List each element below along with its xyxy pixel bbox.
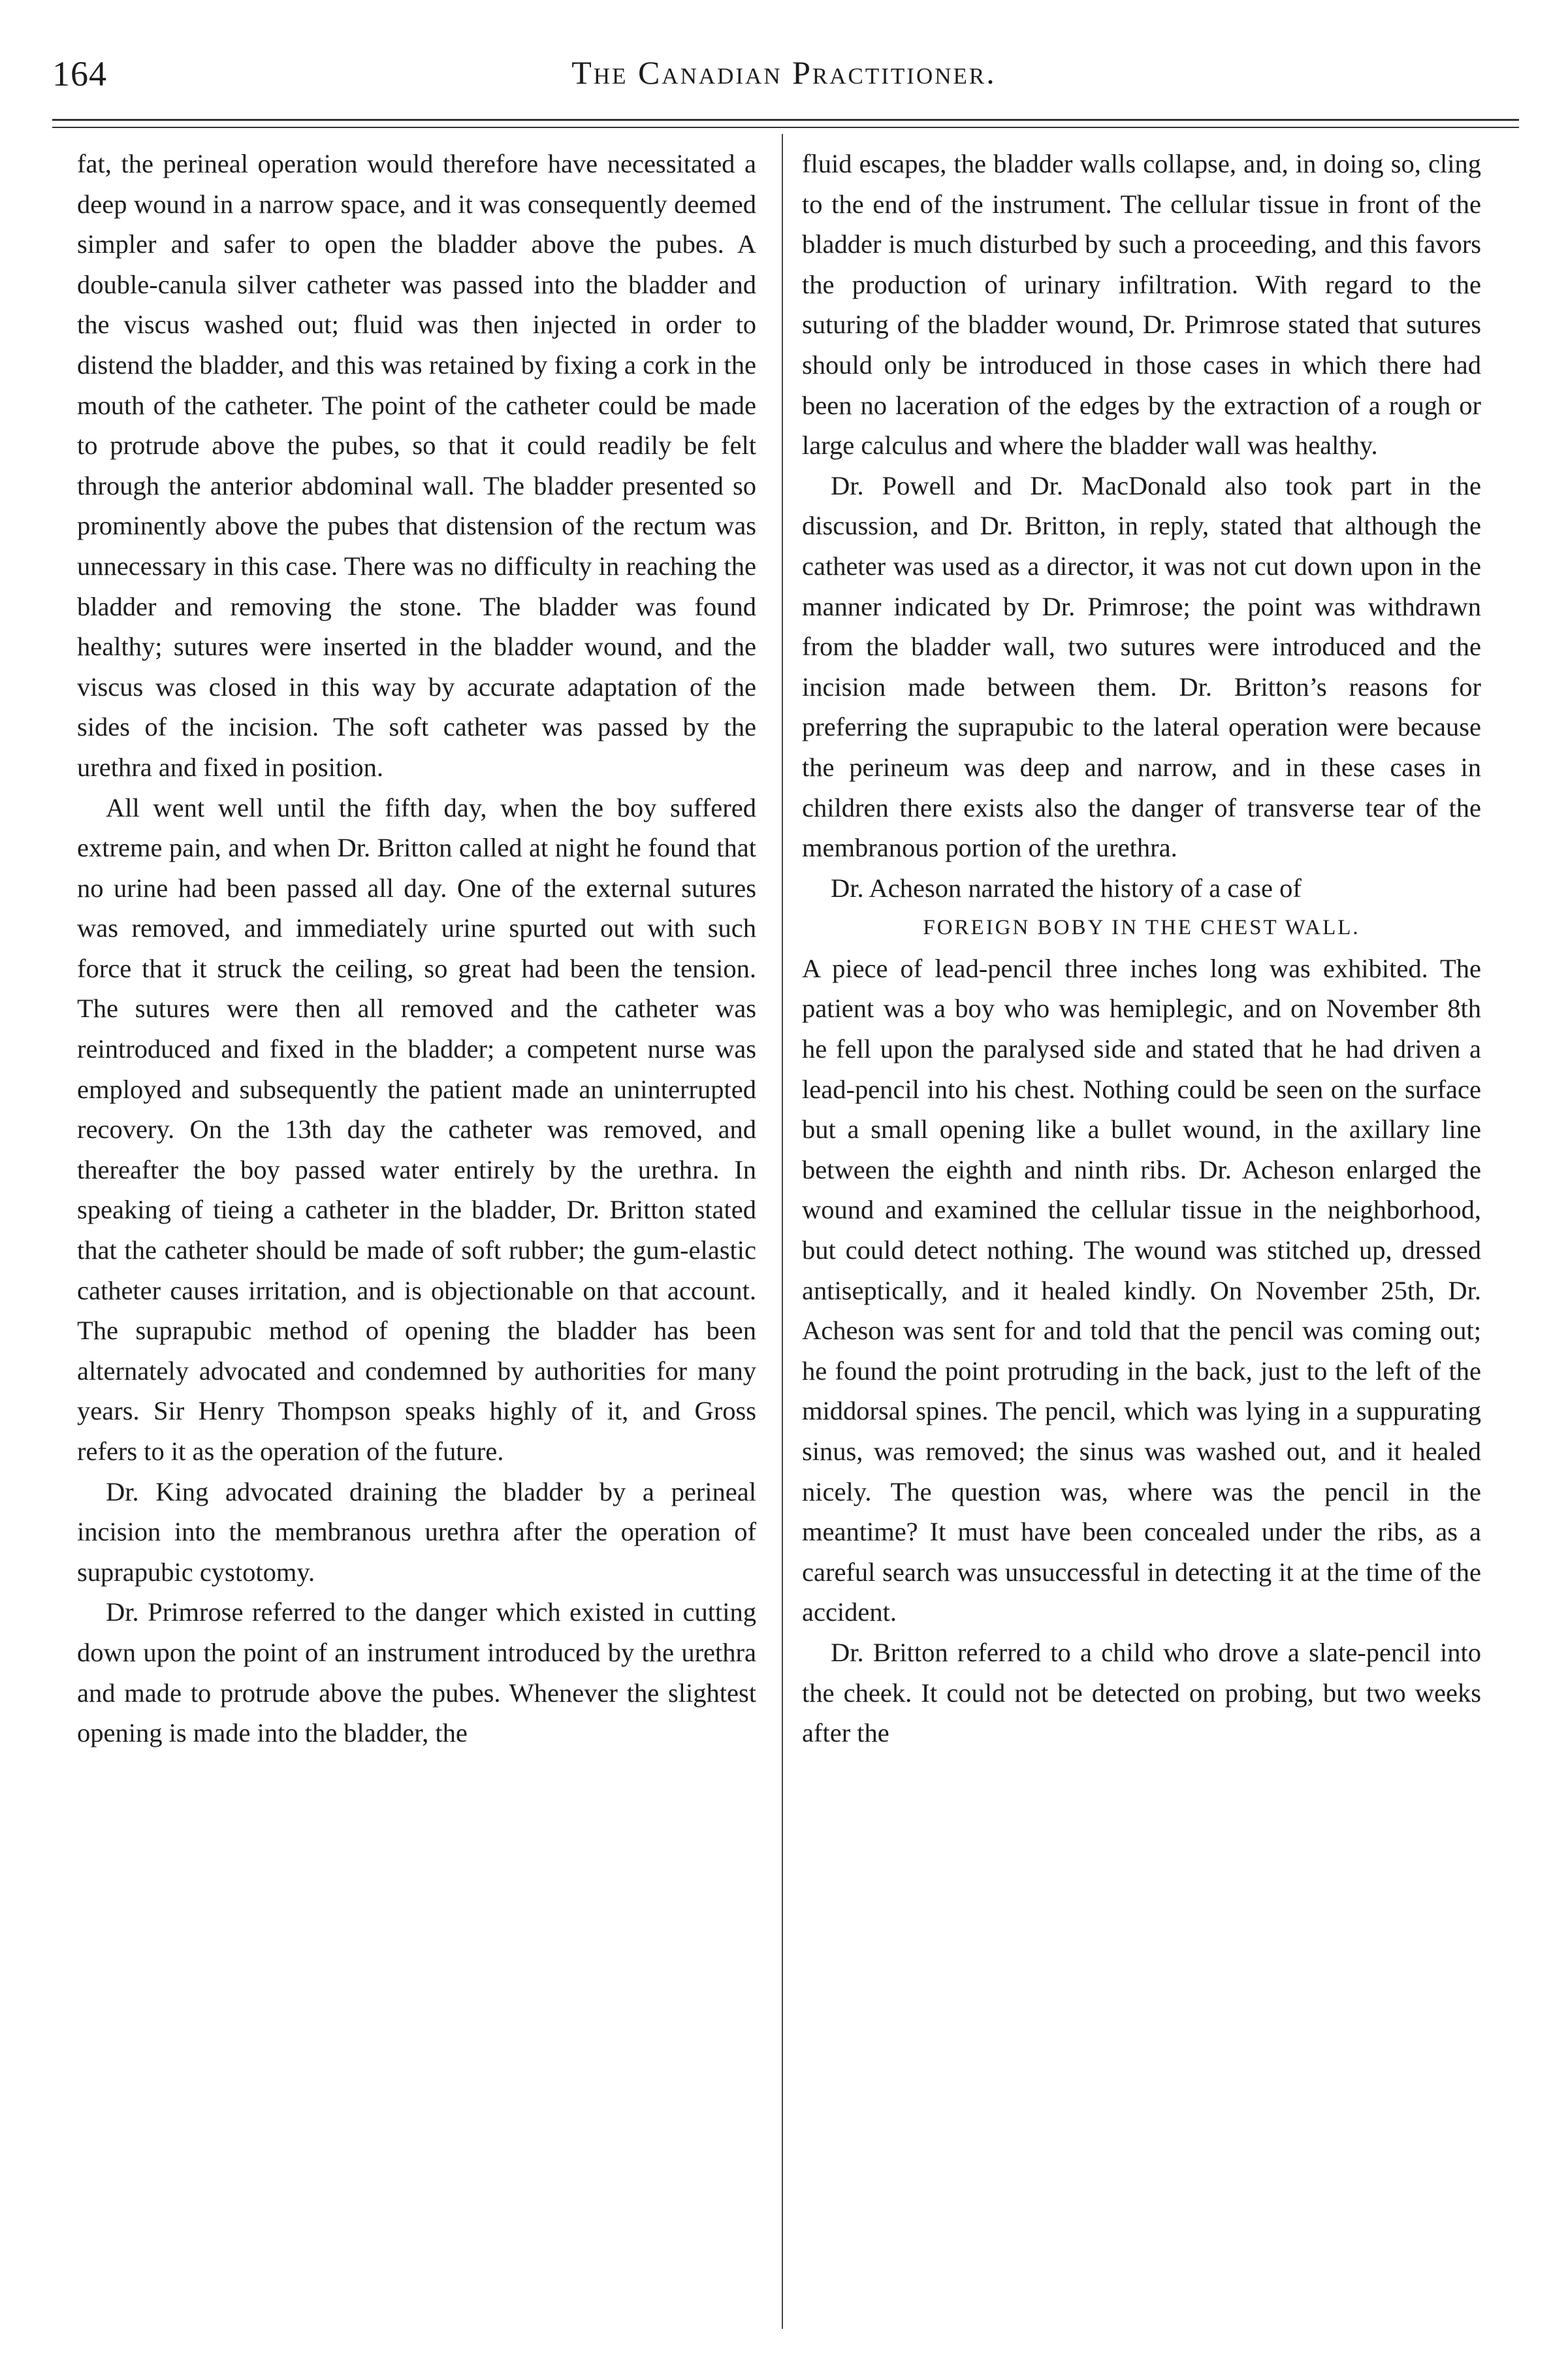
right-column xyxy=(802,144,1481,1753)
header-rule-top xyxy=(52,119,1519,121)
header-rule-bottom xyxy=(52,127,1519,128)
running-title: The Canadian Practitioner. xyxy=(571,54,997,91)
column-divider xyxy=(782,134,783,2329)
left-column xyxy=(77,144,756,1753)
page-header xyxy=(52,54,1516,112)
left-paragraph-4: Dr. Primrose referred to the danger which existed in cutting down upon the point of an instrument introduced by the urethra and made to protrude above the pubes. Whenever the slightest opening is made into the bladder, the xyxy=(77,1597,756,1748)
right-paragraph-2: Dr. Powell and Dr. MacDonald also took part in the discussion, and Dr. Britton, in reply, stated that although the catheter was used as a director, it was not cut down upon in the manner indicated by Dr. Primrose; the point was withdrawn from the bladder wall, two sutures were introduced and the incision made between them. Dr. Britton’s reasons for preferring the suprapubic to the lateral operation were because the perineum was deep and narrow, and in these cases in children there exists also the danger of transverse tear of the membranous portion of the urethra. xyxy=(802,470,1481,863)
section-heading: FOREIGN BOBY IN THE CHEST WALL. xyxy=(923,916,1360,940)
right-paragraph-4: A piece of lead-pencil three inches long was exhibited. The patient was a boy who was hemiplegic, and on November 8th he fell upon the paralysed side and stated that he had driven a lead-pencil into his chest. Nothing could be seen on the surface but a small opening like a bullet wound, in the axillary line between the eighth and ninth ribs. Dr. Acheson enlarged the wound and examined the cellular tissue in the neighborhood, but could detect nothing. The wound was stitched up, dressed antiseptically, and it healed kindly. On November 25th, Dr. Acheson was sent for and told that the pencil was coming out; he found the point protruding in the back, just to the left of the middorsal spines. The pencil, which was lying in a suppurating sinus, was removed; the sinus was washed out, and it healed nicely. The question was, where was the pencil in the meantime? It must have been concealed under the ribs, as a careful search was unsuccessful in detecting it at the time of the accident. xyxy=(802,953,1481,1627)
left-paragraph-3: Dr. King advocated draining the bladder by a perineal incision into the membranous urethra after the operation of suprapubic cystotomy. xyxy=(77,1476,756,1587)
right-paragraph-3: Dr. Acheson narrated the history of a case of xyxy=(831,873,1302,903)
right-paragraph-5: Dr. Britton referred to a child who drove a slate-pencil into the cheek. It could not be detected on probing, but two weeks after the xyxy=(802,1637,1481,1748)
right-paragraph-1: fluid escapes, the bladder walls collapse, and, in doing so, cling to the end of the instrument. The cellular tissue in front of the bladder is much disturbed by such a proceeding, and this favors the production of urinary infiltration. With regard to the suturing of the bladder wound, Dr. Primrose stated that sutures should only be introduced in those cases in which there had been no laceration of the edges by the extraction of a rough or large calculus and where the bladder wall was healthy. xyxy=(802,149,1481,461)
left-paragraph-2: All went well until the fifth day, when the boy suffered extreme pain, and when Dr. Britton called at night he found that no urine had been passed all day. One of the external sutures was removed, and immediately urine spurted out with such force that it struck the ceiling, so great had been the tension. The sutures were then all removed and the catheter was reintroduced and fixed in the bladder; a competent nurse was employed and subsequently the patient made an uninterrupted recovery. On the 13th day the catheter was removed, and thereafter the boy passed water entirely by the urethra. In speaking of tieing a catheter in the bladder, Dr. Britton stated that the catheter should be made of soft rubber; the gum-elastic catheter causes irritation, and is objectionable on that account. The suprapubic method of opening the bladder has been alternately advocated and condemned by authorities for many years. Sir Henry Thompson speaks highly of it, and Gross refers to it as the operation of the future. xyxy=(77,792,756,1466)
page-number: 164 xyxy=(52,54,107,93)
left-paragraph-1: fat, the perineal operation would therefore have necessitated a deep wound in a narrow space, and it was consequently deemed simpler and safer to open the bladder above the pubes. A double-canula silver catheter was passed into the bladder and the viscus washed out; fluid was then injected in order to distend the bladder, and this was retained by fixing a cork in the mouth of the catheter. The point of the catheter could be made to protrude above the pubes, so that it could readily be felt through the anterior abdominal wall. The bladder presented so prominently above the pubes that distension of the rectum was unnecessary in this case. There was no difficulty in reaching the bladder and removing the stone. The bladder was found healthy; sutures were inserted in the bladder wound, and the viscus was closed in this way by accurate adaptation of the sides of the incision. The soft catheter was passed by the urethra and fixed in position. xyxy=(77,149,756,782)
